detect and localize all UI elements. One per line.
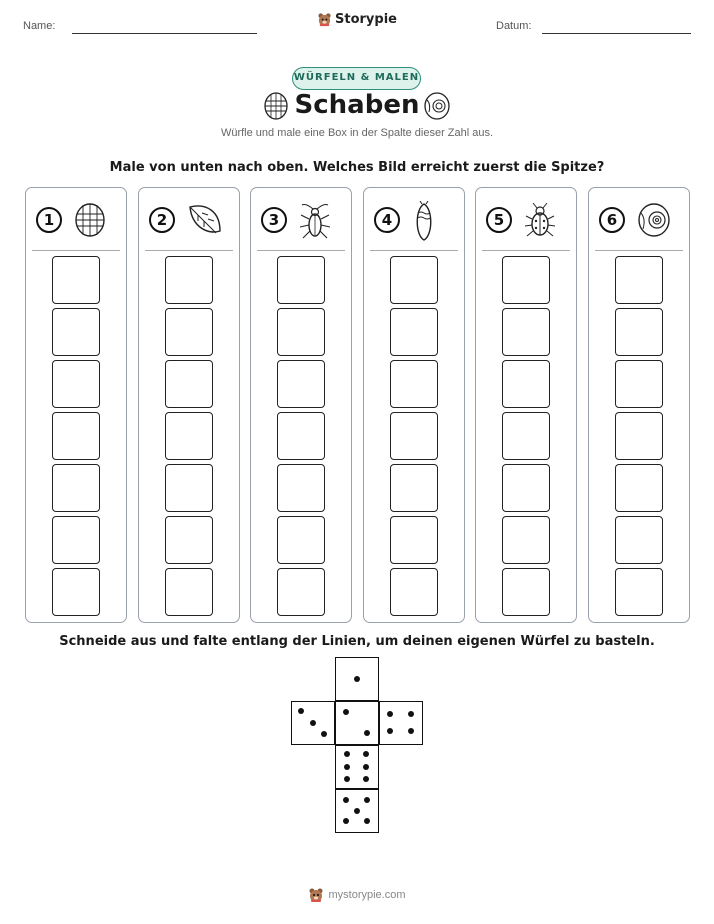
dice-pip — [310, 720, 316, 726]
color-box[interactable] — [502, 516, 550, 564]
dice-pip — [344, 751, 350, 757]
color-box[interactable] — [502, 412, 550, 460]
color-box[interactable] — [52, 360, 100, 408]
color-box[interactable] — [615, 568, 663, 616]
brand-logo — [0, 12, 714, 27]
color-box[interactable] — [52, 308, 100, 356]
color-box[interactable] — [390, 360, 438, 408]
column-3 — [250, 187, 352, 623]
column-2 — [138, 187, 240, 623]
date-line[interactable] — [542, 33, 691, 34]
dice-face-5 — [335, 789, 379, 833]
column-divider — [482, 250, 570, 251]
bear-mascot-icon — [317, 12, 332, 27]
color-box[interactable] — [165, 412, 213, 460]
color-box[interactable] — [277, 360, 325, 408]
color-box[interactable] — [277, 516, 325, 564]
dice-pip — [408, 711, 414, 717]
column-5 — [475, 187, 577, 623]
color-box[interactable] — [165, 464, 213, 512]
color-box[interactable] — [277, 412, 325, 460]
color-box[interactable] — [52, 568, 100, 616]
column-header — [251, 188, 351, 250]
leaf-icon — [186, 201, 224, 243]
color-box[interactable] — [52, 256, 100, 304]
dice-pip — [298, 708, 304, 714]
column-number: 6 — [599, 207, 625, 233]
footer — [0, 887, 714, 903]
larva-icon — [411, 201, 437, 247]
color-box[interactable] — [390, 412, 438, 460]
dice-pip — [364, 730, 370, 736]
dice-pip — [321, 731, 327, 737]
color-box[interactable] — [390, 464, 438, 512]
color-box[interactable] — [52, 412, 100, 460]
dice-pip — [343, 709, 349, 715]
color-box[interactable] — [502, 568, 550, 616]
snail-shell-icon — [423, 90, 451, 122]
cockroach-icon — [298, 201, 332, 245]
color-box[interactable] — [390, 308, 438, 356]
color-box[interactable] — [52, 464, 100, 512]
color-box[interactable] — [52, 516, 100, 564]
color-box[interactable] — [502, 464, 550, 512]
column-number: 5 — [486, 207, 512, 233]
dice-pip — [344, 764, 350, 770]
dice-pip — [343, 797, 349, 803]
color-box[interactable] — [277, 256, 325, 304]
instruction-top: Male von unten nach oben. Welches Bild erreicht zuerst die Spitze? — [109, 160, 605, 175]
color-box[interactable] — [165, 308, 213, 356]
column-divider — [145, 250, 233, 251]
color-box[interactable] — [502, 256, 550, 304]
color-box[interactable] — [502, 360, 550, 408]
column-header — [476, 188, 576, 250]
column-divider — [370, 250, 458, 251]
dice-pip — [364, 797, 370, 803]
activity-tag: WÜRFELN & MALEN — [292, 67, 421, 90]
column-divider — [32, 250, 120, 251]
column-number: 4 — [374, 207, 400, 233]
subtitle: Würfle und male eine Box in der Spalte dieser Zahl aus. — [220, 127, 494, 139]
color-box[interactable] — [615, 256, 663, 304]
footer-url: mystorypie.com — [328, 889, 406, 901]
bear-mascot-icon — [308, 887, 324, 903]
column-divider — [257, 250, 345, 251]
column-header — [589, 188, 689, 250]
column-1 — [25, 187, 127, 623]
dice-pip — [387, 728, 393, 734]
column-6 — [588, 187, 690, 623]
dice-pip — [387, 711, 393, 717]
column-4 — [363, 187, 465, 623]
dice-face-3 — [291, 701, 335, 745]
date-label: Datum: — [496, 20, 532, 32]
snail-shell-icon — [636, 201, 672, 243]
color-box[interactable] — [165, 256, 213, 304]
color-box[interactable] — [615, 516, 663, 564]
column-header — [364, 188, 464, 250]
dice-pip — [363, 776, 369, 782]
column-divider — [595, 250, 683, 251]
brand-name: Storypie — [335, 12, 397, 27]
name-label: Name: — [23, 20, 56, 32]
dice-pip — [354, 808, 360, 814]
dice-pip — [344, 776, 350, 782]
color-box[interactable] — [277, 464, 325, 512]
color-box[interactable] — [390, 568, 438, 616]
column-header — [139, 188, 239, 250]
column-number: 2 — [149, 207, 175, 233]
dice-pip — [354, 676, 360, 682]
dice-pip — [363, 751, 369, 757]
dice-pip — [364, 818, 370, 824]
color-box[interactable] — [502, 308, 550, 356]
column-number: 3 — [261, 207, 287, 233]
color-box[interactable] — [390, 256, 438, 304]
dice-face-1 — [335, 657, 379, 701]
instruction-bottom: Schneide aus und falte entlang der Linien, um deinen eigenen Würfel zu basteln. — [59, 634, 655, 649]
color-box[interactable] — [615, 360, 663, 408]
cockroach-egg-case-icon — [73, 201, 107, 243]
color-box[interactable] — [615, 412, 663, 460]
color-box[interactable] — [615, 308, 663, 356]
page-title: Schaben — [294, 90, 420, 120]
beetle-icon — [523, 201, 557, 243]
dice-face-2 — [335, 701, 379, 745]
color-box[interactable] — [277, 308, 325, 356]
color-box[interactable] — [390, 516, 438, 564]
color-box[interactable] — [165, 516, 213, 564]
column-header — [26, 188, 126, 250]
dice-pip — [343, 818, 349, 824]
color-box[interactable] — [277, 568, 325, 616]
dice-face-4 — [379, 701, 423, 745]
color-box[interactable] — [165, 568, 213, 616]
name-line[interactable] — [72, 33, 257, 34]
color-box[interactable] — [615, 464, 663, 512]
dice-face-6 — [335, 745, 379, 789]
color-box[interactable] — [165, 360, 213, 408]
dice-pip — [408, 728, 414, 734]
dice-pip — [363, 764, 369, 770]
column-number: 1 — [36, 207, 62, 233]
